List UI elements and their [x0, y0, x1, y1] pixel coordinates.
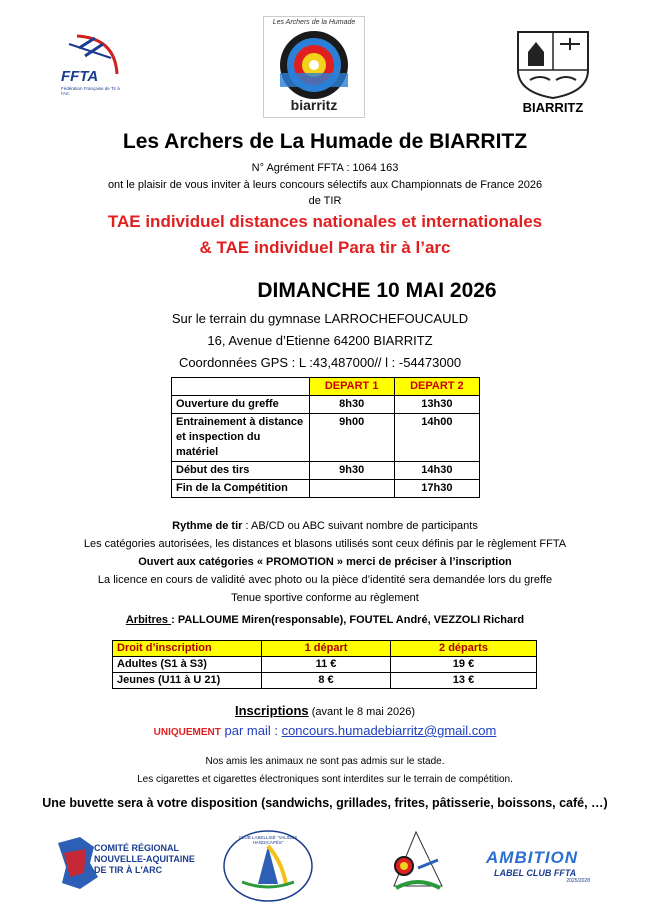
inscriptions-line	[0, 702, 650, 720]
arbitres-label: Arbitres	[125, 614, 172, 626]
invite-line-2: de TIR	[308, 195, 342, 207]
fees-category: Adultes (S1 à S3)	[113, 657, 262, 673]
archery-club-logo	[388, 826, 448, 896]
tenue-line: Tenue sportive conforme au règlement	[231, 592, 419, 604]
schedule-time: 14h30	[394, 462, 479, 480]
comite-line-3: DE TIR À L'ARC	[94, 865, 163, 875]
valides-arc-text: CLUB LABELLISÉ "VALIDES HANDICAPÉS"	[238, 835, 298, 845]
ambition-label: LABEL CLUB FFTA	[494, 868, 577, 878]
schedule-time: 13h30	[394, 396, 479, 414]
fees-header-row	[113, 641, 537, 657]
event-line-2: & TAE individuel Para tir à l’arc	[199, 238, 451, 257]
table-row	[172, 480, 480, 498]
invite-line-1: ont le plaisir de vous inviter à leurs concours sélectifs aux Championnats de France 2026	[107, 179, 543, 191]
ffta-logo	[55, 28, 127, 100]
ambition-logo	[486, 848, 606, 890]
mountain-target-icon	[388, 826, 448, 896]
schedule-time: 14h00	[394, 414, 479, 462]
club-logo	[263, 16, 365, 118]
par-mail-label: par mail :	[220, 723, 282, 738]
inscriptions-label: Inscriptions	[234, 703, 309, 718]
fees-price: 19 €	[391, 657, 537, 673]
info-block	[0, 517, 650, 607]
notes-line-2: Les cigarettes et cigarettes électroniques sont interdites sur le terrain de compétition.	[137, 774, 513, 785]
mail-line	[0, 722, 650, 740]
biarritz-logo	[514, 30, 592, 116]
fees-table	[112, 640, 537, 689]
buvette-line: Une buvette sera à votre disposition (sandwichs, grillades, frites, pâtisserie, boissons, café, …)	[42, 796, 608, 810]
schedule-table	[171, 377, 480, 498]
table-row	[172, 462, 480, 480]
location-line-2: 16, Avenue d’Etienne 64200 BIARRITZ	[207, 333, 433, 348]
notes-block	[0, 753, 650, 789]
ambition-word: AMBITION	[486, 848, 579, 867]
licence-line: La licence en cours de validité avec photo ou la pièce d’identité sera demandée lors du greffe	[97, 574, 553, 586]
notes-line-1: Nos amis les animaux ne sont pas admis sur le stade.	[205, 756, 445, 767]
agrement-number: N° Agrément FFTA : 1064 163	[251, 162, 399, 174]
club-arc-text: Les Archers de la Humade	[272, 19, 356, 26]
comite-logo	[50, 833, 200, 893]
schedule-header-depart-1: DEPART 1	[309, 378, 394, 396]
location-line-1: Sur le terrain du gymnase LARROCHEFOUCAULD	[171, 311, 469, 326]
fees-header-label: Droit d’inscription	[113, 641, 262, 657]
page-title: Les Archers de La Humade de BIARRITZ	[122, 130, 528, 153]
event-line-1: TAE individuel distances nationales et internationales	[107, 212, 543, 231]
inscriptions-deadline: (avant le 8 mai 2026)	[308, 706, 416, 718]
schedule-label: Ouverture du greffe	[172, 396, 310, 414]
comite-text	[94, 843, 195, 876]
rythme-text: : AB/CD ou ABC suivant nombre de participants	[242, 520, 478, 532]
location-block	[150, 308, 490, 374]
schedule-time: 17h30	[394, 480, 479, 498]
ffta-subtitle: Fédération Française de Tir à l'Arc	[61, 86, 120, 96]
schedule-time: 8h30	[309, 396, 394, 414]
valides-handicapes-logo	[222, 828, 314, 903]
promotion-line: Ouvert aux catégories « PROMOTION » merci de préciser à l’inscription	[138, 556, 512, 568]
city-shield-icon	[514, 30, 592, 100]
table-row	[113, 657, 537, 673]
fees-category: Jeunes (U11 à U 21)	[113, 673, 262, 689]
table-row	[172, 396, 480, 414]
schedule-header-depart-2: DEPART 2	[394, 378, 479, 396]
arbitres-text: : PALLOUME Miren(responsable), FOUTEL André, VEZZOLI Richard	[171, 614, 525, 626]
categories-line: Les catégories autorisées, les distances et blasons utilisés sont ceux définis par le règlement FFTA	[83, 538, 567, 550]
arbitres-line	[0, 614, 650, 626]
table-row	[113, 673, 537, 689]
schedule-header-row	[172, 378, 480, 396]
fees-header-one: 1 départ	[262, 641, 391, 657]
rythme-label: Rythme de tir	[172, 520, 243, 532]
schedule-time: 9h30	[309, 462, 394, 480]
uniquement-label: UNIQUEMENT	[153, 727, 221, 738]
table-row	[172, 414, 480, 462]
event-date: DIMANCHE 10 MAI 2026	[257, 279, 497, 302]
schedule-label: Début des tirs	[172, 462, 310, 480]
email-link[interactable]: concours.humadebiarritz@gmail.com	[281, 723, 497, 738]
club-word: biarritz	[290, 97, 338, 113]
comite-line-1: COMITÉ RÉGIONAL	[94, 843, 179, 853]
fees-header-two: 2 départs	[391, 641, 537, 657]
schedule-time	[309, 480, 394, 498]
schedule-label: Entrainement à distance et inspection du matériel	[172, 414, 310, 462]
fees-price: 13 €	[391, 673, 537, 689]
location-line-3: Coordonnées GPS : L :43,487000// l : -54473000	[178, 355, 462, 370]
schedule-header-empty	[172, 378, 310, 396]
schedule-time: 9h00	[309, 414, 394, 462]
ambition-years: 2025/2028	[566, 878, 590, 884]
comite-line-2: NOUVELLE-AQUITAINE	[94, 854, 195, 864]
schedule-label: Fin de la Compétition	[172, 480, 310, 498]
city-word: BIARRITZ	[522, 100, 584, 115]
fees-price: 11 €	[262, 657, 391, 673]
rythme-line	[0, 517, 650, 535]
ffta-name: FFTA	[61, 68, 99, 85]
fees-price: 8 €	[262, 673, 391, 689]
